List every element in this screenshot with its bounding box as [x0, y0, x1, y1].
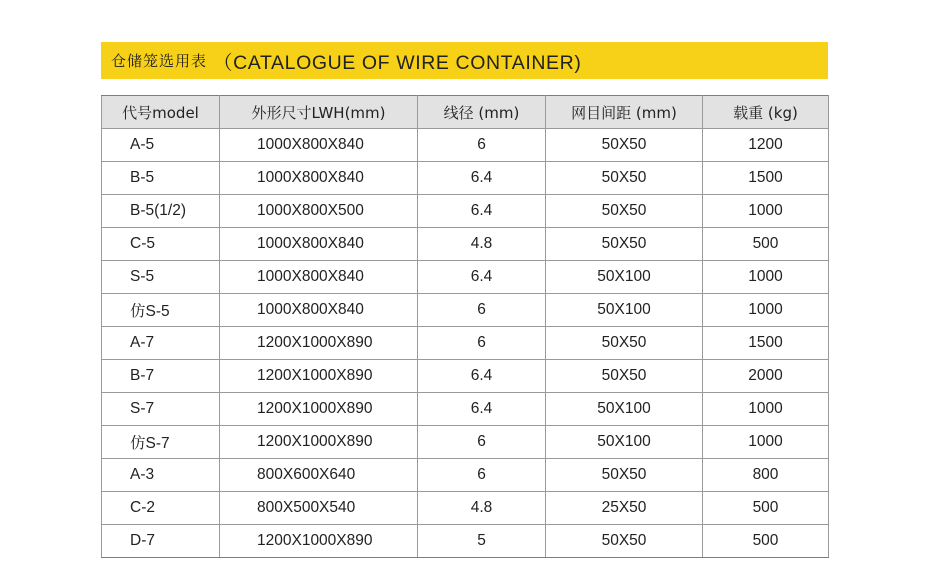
cell-load: 1000: [703, 195, 829, 228]
cell-wire-diameter: 6.4: [418, 162, 546, 195]
cell-mesh-spacing: 50X50: [546, 459, 703, 492]
cell-dimensions: 1000X800X840: [220, 261, 418, 294]
table-row: [102, 195, 829, 228]
cell-wire-diameter: 6: [418, 459, 546, 492]
cell-wire-diameter: 6.4: [418, 195, 546, 228]
cell-mesh-spacing: 50X50: [546, 525, 703, 558]
cell-load: 500: [703, 525, 829, 558]
cell-wire-diameter: 6.4: [418, 393, 546, 426]
cell-load: 500: [703, 228, 829, 261]
cell-dimensions: 1000X800X840: [220, 162, 418, 195]
cell-model: A-7: [102, 327, 220, 360]
cell-dimensions: 1000X800X840: [220, 228, 418, 261]
table-row: [102, 228, 829, 261]
table-row: [102, 294, 829, 327]
table-row: [102, 525, 829, 558]
table-row: [102, 426, 829, 459]
table-header-row: [102, 96, 829, 129]
cell-wire-diameter: 6: [418, 294, 546, 327]
cell-model: B-5(1/2): [102, 195, 220, 228]
cell-mesh-spacing: 25X50: [546, 492, 703, 525]
cell-load: 1000: [703, 294, 829, 327]
cell-wire-diameter: 5: [418, 525, 546, 558]
cell-dimensions: 1000X800X840: [220, 129, 418, 162]
cell-mesh-spacing: 50X100: [546, 426, 703, 459]
table-row: [102, 162, 829, 195]
cell-dimensions: 800X500X540: [220, 492, 418, 525]
wire-container-table: [101, 95, 829, 558]
cell-model: A-3: [102, 459, 220, 492]
cell-model: 仿S-7: [102, 426, 220, 459]
table-row: [102, 360, 829, 393]
cell-model: B-5: [102, 162, 220, 195]
cell-load: 1000: [703, 426, 829, 459]
cell-mesh-spacing: 50X50: [546, 360, 703, 393]
cell-model: C-2: [102, 492, 220, 525]
cell-mesh-spacing: 50X100: [546, 294, 703, 327]
cell-mesh-spacing: 50X100: [546, 393, 703, 426]
cell-mesh-spacing: 50X50: [546, 129, 703, 162]
cell-dimensions: 1000X800X840: [220, 294, 418, 327]
cell-model: B-7: [102, 360, 220, 393]
cell-dimensions: 1000X800X500: [220, 195, 418, 228]
cell-wire-diameter: 6.4: [418, 360, 546, 393]
catalogue-title-bar: [101, 42, 828, 79]
cell-wire-diameter: 6: [418, 129, 546, 162]
table-row: [102, 261, 829, 294]
cell-mesh-spacing: 50X50: [546, 228, 703, 261]
cell-model: S-7: [102, 393, 220, 426]
cell-mesh-spacing: 50X50: [546, 327, 703, 360]
cell-model: S-5: [102, 261, 220, 294]
cell-load: 800: [703, 459, 829, 492]
table-row: [102, 492, 829, 525]
cell-model: C-5: [102, 228, 220, 261]
cell-wire-diameter: 6: [418, 426, 546, 459]
header-model: 代号model: [102, 96, 220, 129]
cell-model: 仿S-5: [102, 294, 220, 327]
cell-dimensions: 1200X1000X890: [220, 360, 418, 393]
title-chinese: 仓储笼选用表: [111, 52, 208, 70]
cell-wire-diameter: 6.4: [418, 261, 546, 294]
cell-mesh-spacing: 50X100: [546, 261, 703, 294]
cell-model: A-5: [102, 129, 220, 162]
cell-load: 2000: [703, 360, 829, 393]
cell-load: 1000: [703, 393, 829, 426]
cell-load: 1500: [703, 327, 829, 360]
cell-dimensions: 1200X1000X890: [220, 426, 418, 459]
cell-mesh-spacing: 50X50: [546, 162, 703, 195]
cell-model: D-7: [102, 525, 220, 558]
table-row: [102, 327, 829, 360]
cell-wire-diameter: 4.8: [418, 228, 546, 261]
cell-load: 1500: [703, 162, 829, 195]
table-row: [102, 459, 829, 492]
cell-wire-diameter: 6: [418, 327, 546, 360]
header-mesh-spacing: 网目间距 (mm): [546, 96, 703, 129]
cell-dimensions: 1200X1000X890: [220, 525, 418, 558]
cell-load: 1200: [703, 129, 829, 162]
cell-wire-diameter: 4.8: [418, 492, 546, 525]
header-wire-diameter: 线径 (mm): [418, 96, 546, 129]
cell-load: 1000: [703, 261, 829, 294]
cell-dimensions: 800X600X640: [220, 459, 418, 492]
header-load: 载重 (kg): [703, 96, 829, 129]
title-english: （CATALOGUE OF WIRE CONTAINER): [213, 51, 582, 74]
header-dimensions: 外形尺寸LWH(mm): [220, 96, 418, 129]
cell-mesh-spacing: 50X50: [546, 195, 703, 228]
cell-dimensions: 1200X1000X890: [220, 327, 418, 360]
cell-load: 500: [703, 492, 829, 525]
cell-dimensions: 1200X1000X890: [220, 393, 418, 426]
table-row: [102, 393, 829, 426]
table-row: [102, 129, 829, 162]
